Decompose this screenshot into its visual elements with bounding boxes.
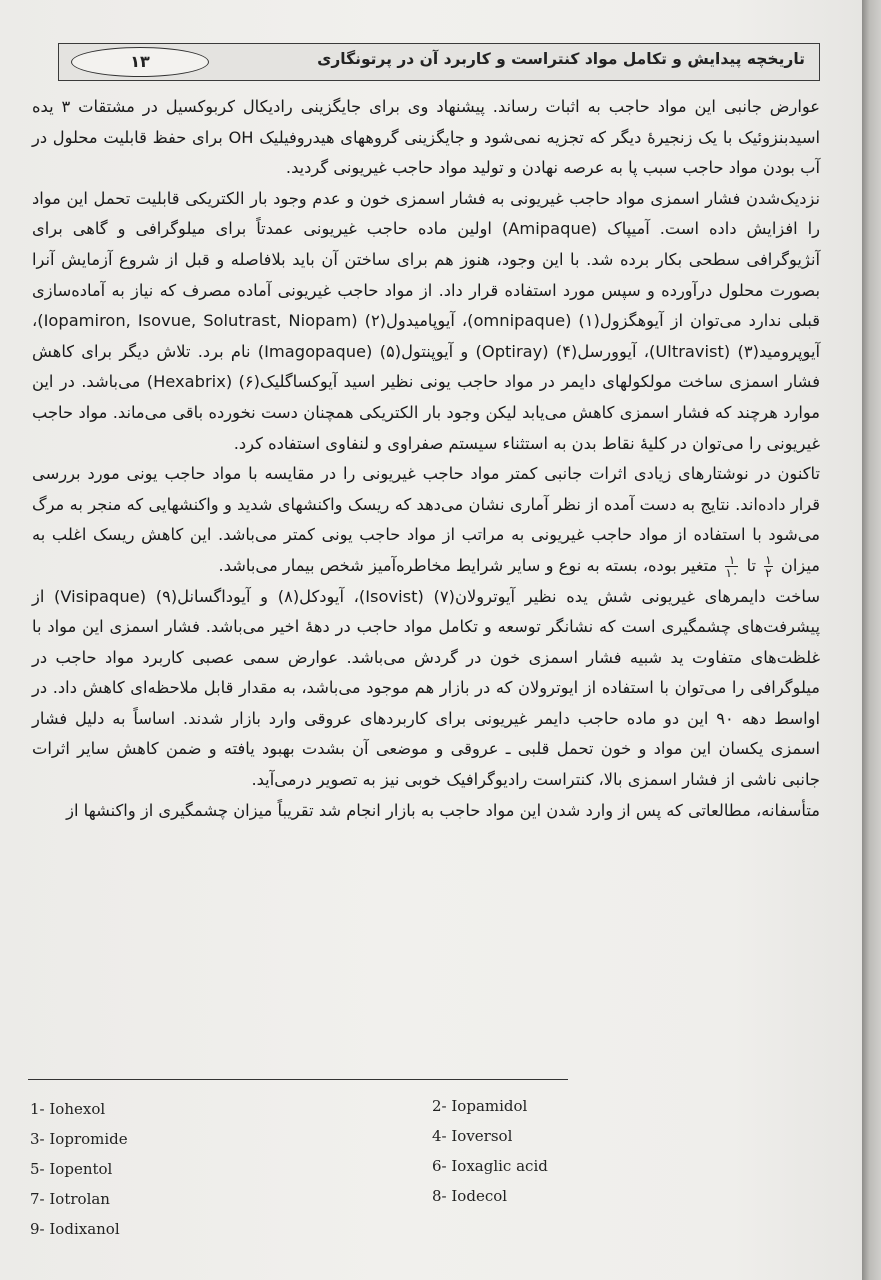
fraction-denominator: ۱۰ xyxy=(725,565,739,580)
fraction-numerator: ۱ xyxy=(725,554,738,567)
paragraph-text: متغیر بوده، بسته به نوع و سایر شرایط مخاطره‌آمیز شخص بیمار می‌باشد. xyxy=(218,555,718,575)
footnote-item: 5- Iopentol xyxy=(30,1160,113,1178)
fraction-joiner: تا xyxy=(746,555,757,575)
chapter-title: تاریخچه پیدایش و تکامل مواد کنتراست و کاربرد آن در پرتونگاری xyxy=(317,50,805,68)
book-spine-edge xyxy=(862,0,881,1280)
footnote-item: 6- Ioxaglic acid xyxy=(432,1157,548,1175)
paragraph: متأسفانه، مطالعاتی که پس از وارد شدن این مواد حاجب به بازار انجام شد تقریباً میزان چشمگیری از واکنشها از xyxy=(66,800,820,820)
fraction-one-tenth xyxy=(725,554,738,579)
fraction-one-half xyxy=(764,554,772,579)
fraction-numerator: ۱ xyxy=(765,552,772,567)
paragraph: عوارض جانبی این مواد حاجب به اثبات رساند. پیشنهاد وی برای جایگزینی رادیکال کربوکسیل در مشتقات ۳ یده اسیدبنزوئیک با یک زنجیرهٔ دیگر که تجزیه نمی‌شود و جایگزینی گروههای هیدروفیلیک OH برای حفظ قابلیت محلول در آب بودن مواد حاجب سبب پا به عرصه نهادن و تولید مواد حاجب غیریونی گردید. xyxy=(32,97,820,178)
paragraph xyxy=(32,459,820,581)
footnote-item: 9- Iodixanol xyxy=(30,1220,120,1238)
footnote-item: 4- Ioversol xyxy=(432,1127,513,1145)
paragraph: ساخت دایمرهای غیریونی شش یده نظیر آیوترولان(۷) (Isovist)، آیودکل(۸) و آیوداگسانل(۹) (Visipaque) از پیشرفت‌های چشمگیری است که نشانگر توسعه و تکامل مواد حاجب در دههٔ اخیر می‌باشد. فشار اسمزی این مواد با غلظت‌های متفاوت ید شبیه فشار اسمزی خون در گردش می‌باشد. عوارض سمی عصبی کاربرد مواد حاجب در میلوگرافی را می‌توان با استفاده از ایوترولان که در بازار هم موجود می‌باشد، به مقدار قابل ملاحظه‌ای کاهش داد. در اواسط دهه ۹۰ این دو ماده حاجب دایمر غیریونی برای کاربردهای عروقی وارد بازار شدند. اساساً به دلیل فشار اسمزی یکسان این مواد و خون تحمل قلبی ـ عروقی و موضعی آن بشدت بهبود یافته و ضمن کاهش سایر اثرات جانبی ناشی از فشار اسمزی بالا، کنتراست رادیوگرافیک خوبی نیز به تصویر درمی‌آید. xyxy=(32,586,820,790)
paragraph-text: تاکنون در نوشتارهای زیادی اثرات جانبی کمتر مواد حاجب غیریونی را در مقایسه با مواد حاجب یونی مورد بررسی قرار داده‌اند. نتایج به دست آمده از نظر آماری نشان می‌دهد که ریسک واکنشهای شدید و واکنشهایی که منجر به مرگ می‌شود با استفاده از مواد حاجب غیریونی به مراتب از مواد حاجب یونی کمتر می‌باشد. این کاهش ریسک اغلب به میزان xyxy=(32,464,820,575)
page-number: ۱۳ xyxy=(71,47,209,77)
footnote-divider xyxy=(28,1079,568,1080)
footnote-item: 3- Iopromide xyxy=(30,1130,128,1148)
paragraph: نزدیک‌شدن فشار اسمزی مواد حاجب غیریونی به فشار اسمزی خون و عدم وجود بار الکتریکی قابلیت تحمل این مواد را افزایش داده است. آمیپاک (Amipaque) اولین ماده حاجب غیریونی عمدتاً برای میلوگرافی و گاهی برای آنژیوگرافی سطحی بکار برده شد. با این وجود، هنوز هم برای ساختن آن باید بلافاصله و قبل از شروع آزمایش آنرا بصورت محلول درآورده و سپس مورد استفاده قرار داد. از مواد حاجب غیریونی آماده مصرف که نیاز به آماده‌سازی قبلی ندارد می‌توان از آیوهگزول(۱) (omnipaque)، آیوپامیدول(۲) (Iopamiron, Isovue, Solutrast, Niopam)، آیوپرومید(۳) (Ultravist)، آیوورسل(۴) (Optiray) و آیوپنتول(۵) (Imagopaque) نام برد. تلاش دیگر برای کاهش فشار اسمزی ساخت مولکولهای دایمر در مواد حاجب یونی نظیر اسید آیوکساگلیک(۶) (Hexabrix) می‌باشد. در این موارد هرچند که فشار اسمزی کاهش می‌یابد لیکن وجود بار الکتریکی همچنان دست نخورده باقی می‌ماند. مواد حاجب غیریونی را می‌توان در کلیهٔ نقاط بدن به استثناء سیستم صفراوی و لنفاوی استفاده کرد. xyxy=(32,188,821,453)
footnote-item: 8- Iodecol xyxy=(432,1187,508,1205)
running-header xyxy=(58,43,820,81)
fraction-denominator: ۲ xyxy=(765,565,772,580)
footnote-item: 2- Iopamidol xyxy=(432,1097,528,1115)
footnote-item: 7- Iotrolan xyxy=(30,1190,110,1208)
body-text xyxy=(32,92,820,826)
footnote-item: 1- Iohexol xyxy=(30,1100,106,1118)
